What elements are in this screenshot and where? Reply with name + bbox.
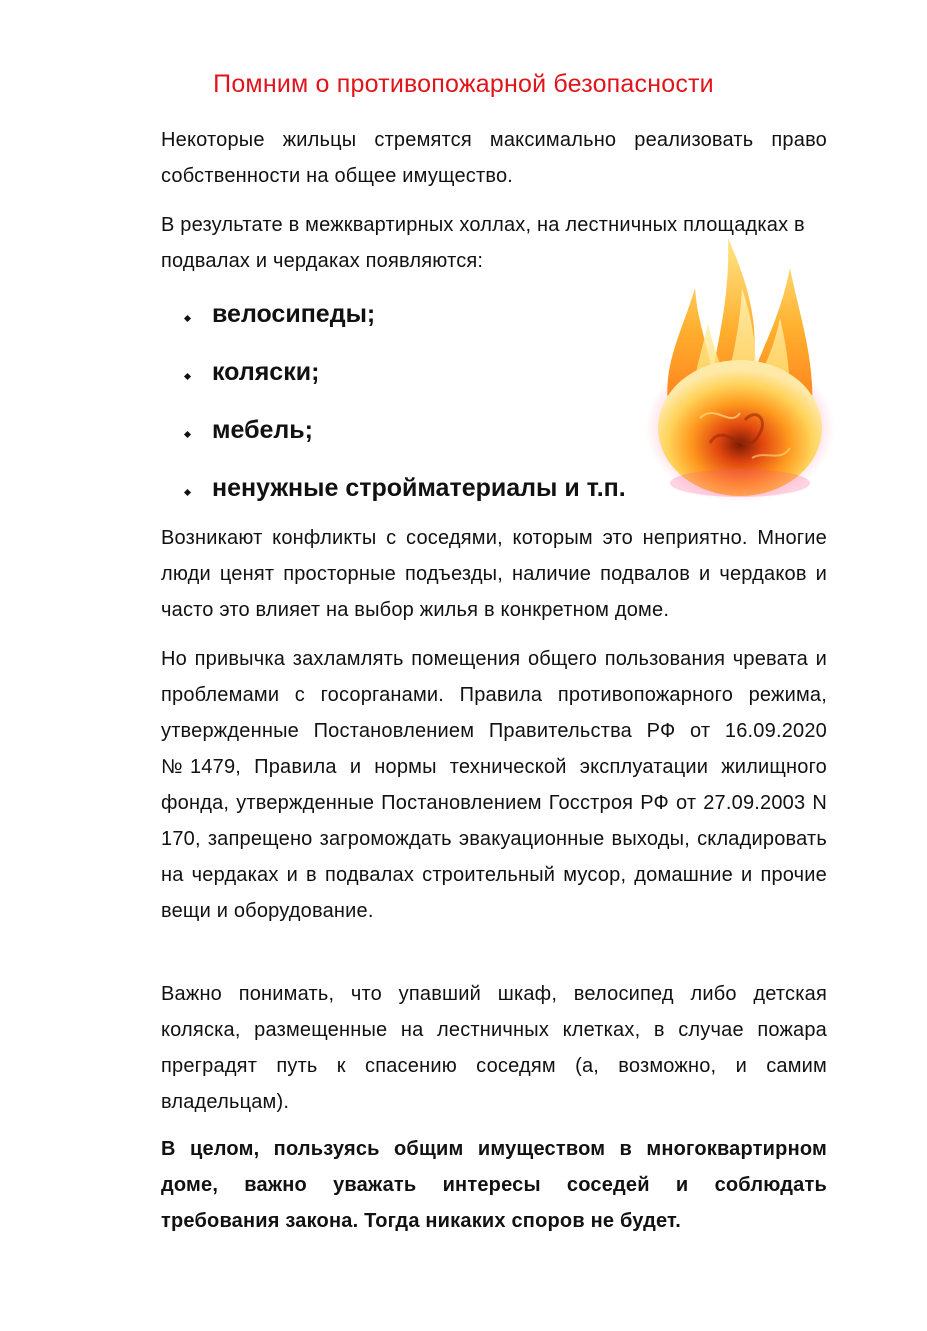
bullet-icon xyxy=(184,489,191,496)
bullet-icon xyxy=(184,373,191,380)
bullet-icon xyxy=(184,431,191,438)
paragraph-conflicts: Возникают конфликты с соседями, которым это неприятно. Многие люди ценят просторные подъезды, наличие подвалов и чердаков и часто это влияет на выбор жилья в конкретном доме. xyxy=(161,527,827,621)
list-item xyxy=(183,292,626,350)
bullet-icon xyxy=(184,315,191,322)
list-item xyxy=(183,408,626,466)
paragraph-rules: Но привычка захламлять помещения общего пользования чревата и проблемами с госорганами. Правила противопожарного режима, утвержденные Постановлением Правительства РФ от 16.09.2020 №1479, Правила и нормы технической эксплуатации жилищного фонда, утвержденные Постановлением Госстроя РФ от 27.09.2003 N 170, запрещено загромождать эвакуационные выходы, складировать на чердаках и в подвалах строительный мусор, домашние и прочие вещи и оборудование. xyxy=(161,648,827,922)
list-item-label: велосипеды; xyxy=(212,300,376,328)
list-item-label: ненужные стройматериалы и т.п. xyxy=(212,474,626,502)
fire-ball-icon xyxy=(640,228,840,503)
paragraph-conclusion: В целом, пользуясь общим имуществом в многоквартирном доме, важно уважать интересы соседей и соблюдать требования закона. Тогда никаких споров не будет. xyxy=(161,1138,827,1232)
page-title: Помним о противопожарной безопасности xyxy=(213,70,714,98)
paragraph-important: Важно понимать, что упавший шкаф, велосипед либо детская коляска, размещенные на лестничных клетках, в случае пожара преградят путь к спасению соседям (а, возможно, и самим владельцам). xyxy=(161,983,827,1113)
paragraph-result: В результате в межквартирных холлах, на лестничных площадках в подвалах и чердаках появляются: xyxy=(161,214,805,272)
items-list xyxy=(183,292,626,524)
list-item-label: коляски; xyxy=(212,358,320,386)
paragraph-intro: Некоторые жильцы стремятся максимально реализовать право собственности на общее имущество. xyxy=(161,129,827,187)
list-item xyxy=(183,466,626,524)
list-item-label: мебель; xyxy=(212,416,313,444)
list-item xyxy=(183,350,626,408)
